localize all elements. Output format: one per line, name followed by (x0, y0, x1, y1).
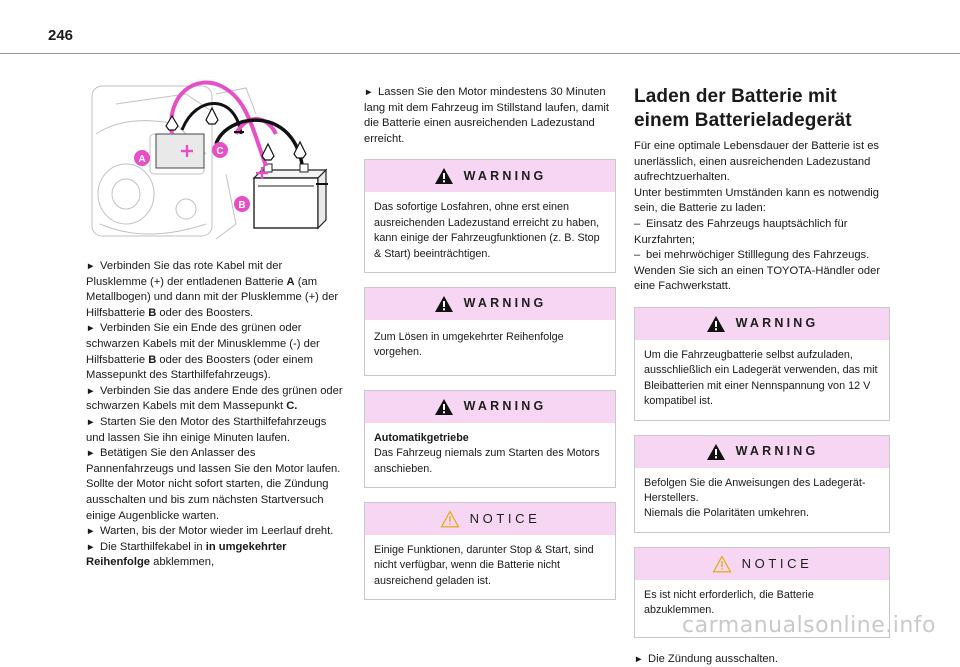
warning-text: Befolgen Sie die Anweisungen des Ladegerät-Herstellers. Niemals die Polaritäten umkehren. (644, 476, 866, 520)
warning-header: WARNING (635, 436, 889, 468)
notice-header: NOTICE (365, 503, 615, 535)
warning-triangle-icon (706, 315, 726, 333)
notice-box (364, 502, 616, 600)
step-2: ► Verbinden Sie ein Ende des grünen oder schwarzen Kabels mit der Minusklemme (-) der Hilfsbatterie B oder des Boosters (oder einem Massepunkt des Starthilfefahrzeugs). (86, 322, 320, 382)
arrow-right-icon: ► (86, 323, 96, 335)
arrow-right-icon: ► (364, 87, 374, 98)
warning-box (634, 307, 890, 421)
warning-triangle-icon (434, 398, 454, 416)
warning-box (364, 159, 616, 273)
notice-triangle-icon (440, 510, 460, 528)
warning-text: Zum Lösen in umgekehrter Reihenfolge vorgehen. (374, 331, 564, 359)
label-b: B (238, 200, 246, 211)
intro-paragraph: Wenden Sie sich an einen TOYOTA-Händler oder eine Fachwerkstatt. (634, 264, 881, 293)
watermark: carmanualsonline.info (682, 613, 936, 638)
intro-paragraph: Unter bestimmten Umständen kann es notwendig sein, die Batterie zu laden: (634, 186, 880, 215)
notice-text: Es ist nicht erforderlich, die Batterie abzuklemmen. (644, 588, 814, 617)
label-a: A (138, 154, 146, 165)
step-7: ► Die Starthilfekabel in in umgekehrter Reihenfolge abklemmen, (86, 540, 287, 569)
warning-text: Automatikgetriebe Das Fahrzeug niemals zum Starten des Motors anschieben. (374, 431, 600, 475)
step-6: ► Warten, bis der Motor wieder im Leerlauf dreht. (86, 524, 344, 540)
notice-text: Einige Funktionen, darunter Stop & Start, sind nicht verfügbar, wenn die Batterie nicht ausreichend geladen ist. (374, 544, 594, 587)
step-5: ► Betätigen Sie den Anlasser des Pannenfahrzeugs und lassen Sie den Motor laufen. (86, 447, 341, 475)
notice-triangle-icon (712, 555, 732, 573)
warning-box (364, 390, 616, 488)
warning-box (634, 435, 890, 533)
warning-header: WARNING (635, 308, 889, 340)
step-4: ► Starten Sie den Motor des Starthilfefahrzeugs und lassen Sie ihn einige Minuten laufen. (86, 415, 327, 444)
warning-box (364, 287, 616, 376)
warning-header: WARNING (365, 288, 615, 320)
step-note: Sollte der Motor nicht sofort starten, die Zündung ausschalten und bis zum nächsten Startversuch einige Augenblicke warten. (86, 478, 329, 522)
header-divider (0, 53, 960, 54)
label-c: C (216, 146, 224, 157)
warning-triangle-icon (706, 443, 726, 461)
warning-header: WARNING (365, 160, 615, 192)
step-1: ► Verbinden Sie das rote Kabel mit der Plusklemme (+) der entladenen Batterie A (am Metallbogen) und dann mit der Plusklemme (+) der Hilfsbatterie B oder des Boosters. (86, 260, 339, 319)
arrow-right-icon: ► (86, 416, 96, 428)
final-step: ► Die Zündung ausschalten. (634, 652, 890, 667)
dash-item: – Einsatz des Fahrzeugs hauptsächlich für Kurzfahrten; (634, 217, 848, 246)
jump-start-illustration (86, 74, 344, 249)
warning-triangle-icon (434, 167, 454, 185)
column-left (86, 74, 344, 571)
warning-header: WARNING (365, 391, 615, 423)
column-right (634, 85, 890, 667)
dash-item: – bei mehrwöchiger Stilllegung des Fahrzeugs. (634, 249, 870, 262)
notice-header: NOTICE (635, 548, 889, 580)
warning-triangle-icon (434, 295, 454, 313)
warning-text: Um die Fahrzeugbatterie selbst aufzuladen, ausschließlich ein Ladegerät verwenden, das mit Bleibatterien mit einer Nennspannung von 12 V kompatibel ist. (644, 348, 878, 408)
arrow-right-icon: ► (86, 385, 96, 397)
arrow-right-icon: ► (86, 448, 96, 460)
warning-text: Das sofortige Losfahren, ohne erst einen ausreichenden Ladezustand erreicht zu haben, kann einige der Fahrzeugfunktionen (z. B. Stop & Start) beeinträchtigen. (374, 201, 600, 260)
step-3: ► Verbinden Sie das andere Ende des grünen oder schwarzen Kabels mit dem Massepunkt C. (86, 384, 343, 413)
page-number: 246 (48, 27, 74, 44)
intro-step: ► Lassen Sie den Motor mindestens 30 Minuten lang mit dem Fahrzeug im Stillstand laufen, damit die Batterie einen ausreichenden Ladezustand erreicht. (364, 86, 609, 145)
arrow-right-icon: ► (86, 526, 96, 538)
intro-paragraph: Für eine optimale Lebensdauer der Batterie ist es unerlässlich, einen ausreichenden Ladezustand aufrechtzuerhalten. (634, 140, 880, 184)
arrow-right-icon: ► (634, 653, 644, 665)
arrow-right-icon: ► (86, 261, 96, 272)
arrow-right-icon: ► (86, 541, 96, 553)
section-heading: Laden der Batterie mit einem Batterieladegerät (634, 86, 852, 131)
column-middle (364, 85, 616, 614)
